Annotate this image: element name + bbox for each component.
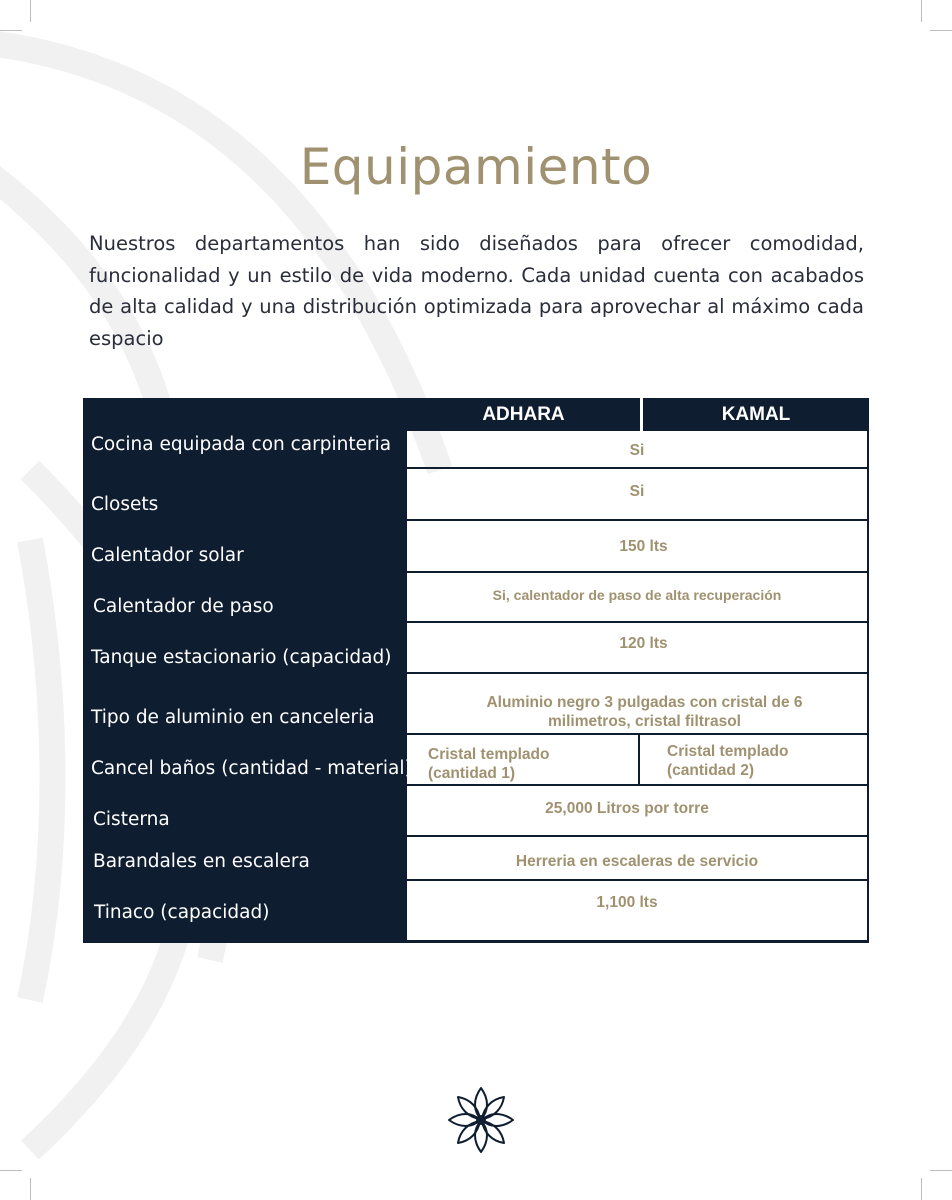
row-value: Si bbox=[629, 483, 645, 500]
row-value: 1,100 lts bbox=[596, 894, 658, 911]
row-value: Si bbox=[629, 442, 645, 459]
row-value: Aluminio negro 3 pulgadas con cristal de 6 milimetros, cristal filtrasol bbox=[486, 694, 803, 730]
crop-mark bbox=[0, 1170, 22, 1171]
row-separator bbox=[407, 672, 869, 674]
row-separator bbox=[407, 835, 869, 837]
row-label: Tanque estacionario (capacidad) bbox=[91, 647, 392, 668]
row-label: Barandales en escalera bbox=[93, 851, 310, 872]
row-value-adhara: Cristal templado (cantidad 1) bbox=[428, 746, 550, 782]
row-separator bbox=[407, 879, 869, 881]
row-value: Herreria en escaleras de servicio bbox=[515, 853, 759, 870]
column-header-adhara: ADHARA bbox=[407, 398, 640, 431]
row-separator bbox=[407, 784, 869, 786]
table-right-border bbox=[867, 398, 869, 943]
row-label: Cocina equipada con carpinteria bbox=[91, 434, 392, 455]
row-label: Cisterna bbox=[93, 809, 170, 830]
row-value: 150 lts bbox=[619, 538, 668, 555]
row-label: Cancel baños (cantidad - material) bbox=[91, 758, 412, 779]
page-title: Equipamiento bbox=[299, 138, 653, 196]
row-value: 120 lts bbox=[619, 635, 668, 652]
column-header-kamal: KAMAL bbox=[643, 398, 869, 431]
row-value: 25,000 Litros por torre bbox=[545, 800, 709, 817]
crop-mark bbox=[930, 30, 952, 31]
row-label: Calentador de paso bbox=[93, 596, 274, 617]
crop-mark bbox=[930, 1170, 952, 1171]
crop-mark bbox=[30, 0, 31, 22]
row-value-kamal: Cristal templado (cantidad 2) bbox=[667, 743, 789, 779]
row-label: Closets bbox=[91, 494, 159, 515]
row-separator bbox=[407, 519, 869, 521]
crop-mark bbox=[0, 30, 22, 31]
intro-paragraph: Nuestros departamentos han sido diseñados para ofrecer comodidad, funcionalidad y un estilo de vida moderno. Cada unidad cuenta con acabados de alta calidad y una distribución optimizada para aprovechar al máximo cada espacio bbox=[89, 232, 864, 350]
crop-mark bbox=[921, 0, 922, 22]
row-value: Si, calentador de paso de alta recuperación bbox=[492, 587, 782, 603]
row-label: Tipo de aluminio en canceleria bbox=[91, 707, 375, 728]
row-label: Tinaco (capacidad) bbox=[94, 902, 270, 923]
table-bottom-border bbox=[407, 940, 869, 943]
lotus-logo-icon bbox=[446, 1085, 516, 1155]
row-separator bbox=[407, 467, 869, 469]
row-separator bbox=[407, 621, 869, 623]
crop-mark bbox=[921, 1178, 922, 1200]
crop-mark bbox=[30, 1178, 31, 1200]
row-separator bbox=[407, 571, 869, 573]
cell-divider bbox=[638, 735, 640, 784]
row-label: Calentador solar bbox=[91, 545, 244, 566]
